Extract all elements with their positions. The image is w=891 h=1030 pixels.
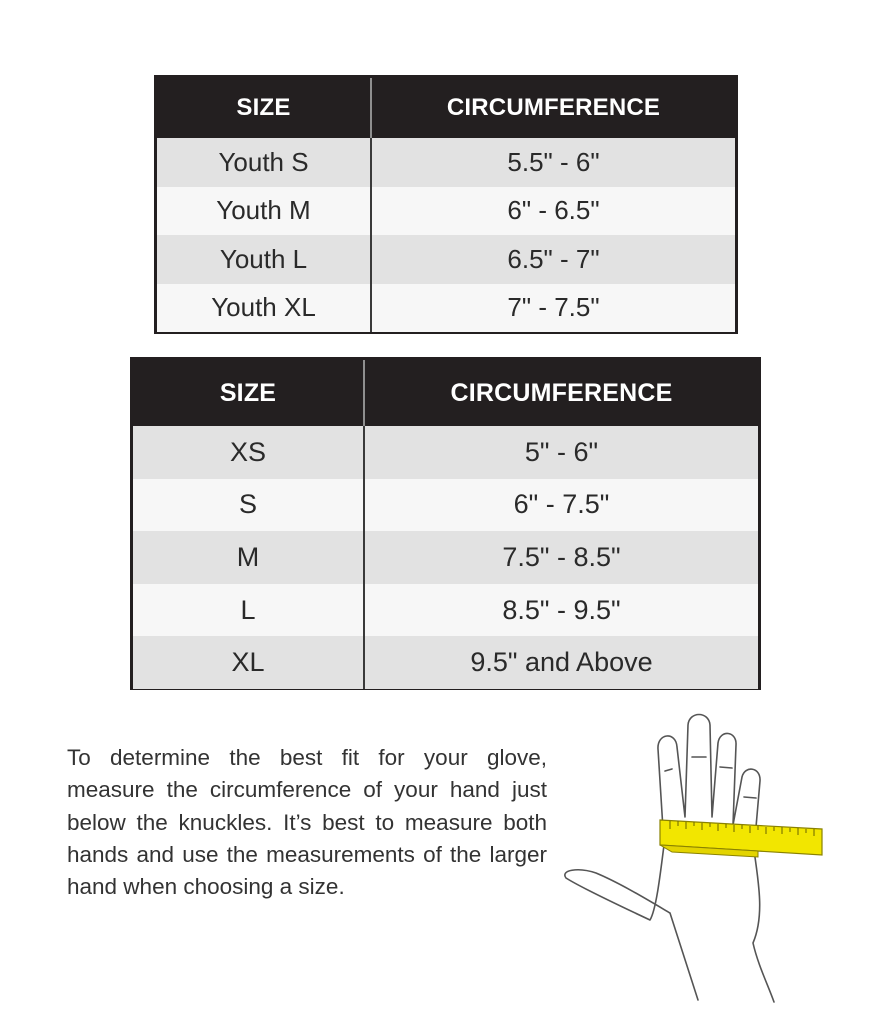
adult-size-table — [130, 357, 761, 690]
youth-size-table — [154, 75, 738, 334]
table-row — [133, 479, 758, 532]
circumference-cell: 5" - 6" — [524, 436, 599, 467]
size-cell: S — [133, 479, 365, 532]
size-column-header: SIZE — [157, 78, 372, 138]
size-cell: Youth XL — [157, 284, 372, 333]
table-row — [157, 187, 735, 236]
size-cell: XL — [133, 636, 365, 689]
circumference-cell: 6.5" - 7" — [507, 243, 600, 274]
hand-with-measuring-tape-icon — [560, 705, 830, 1005]
table-row — [133, 636, 758, 689]
circumference-cell: 6" - 6.5" — [507, 195, 600, 226]
size-cell: Youth L — [157, 235, 372, 284]
table-header-row — [157, 78, 735, 138]
table-row — [157, 284, 735, 333]
circumference-cell: 6" - 7.5" — [513, 489, 610, 520]
size-cell: Youth M — [157, 187, 372, 236]
table-row — [157, 235, 735, 284]
fit-instructions: To determine the best fit for your glove, measure the circumference of your hand just below the knuckles. It’s best to measure both hands and use the measurements of the larger hand when choosing a size. — [67, 745, 547, 900]
circumference-column-header: CIRCUMFERENCE — [446, 94, 661, 121]
circumference-cell: 5.5" - 6" — [507, 146, 600, 177]
circumference-cell: 7.5" - 8.5" — [502, 541, 621, 572]
table-row — [133, 584, 758, 637]
size-cell: Youth S — [157, 138, 372, 187]
size-cell: M — [133, 531, 365, 584]
table-row — [157, 138, 735, 187]
table-header-row — [133, 360, 758, 426]
circumference-cell: 8.5" - 9.5" — [502, 594, 621, 625]
table-row — [133, 426, 758, 479]
table-row — [133, 531, 758, 584]
size-column-header: SIZE — [133, 360, 365, 426]
circumference-column-header: CIRCUMFERENCE — [450, 378, 673, 407]
circumference-cell: 7" - 7.5" — [507, 292, 600, 323]
size-cell: L — [133, 584, 365, 637]
size-cell: XS — [133, 426, 365, 479]
circumference-cell: 9.5" and Above — [470, 647, 653, 678]
